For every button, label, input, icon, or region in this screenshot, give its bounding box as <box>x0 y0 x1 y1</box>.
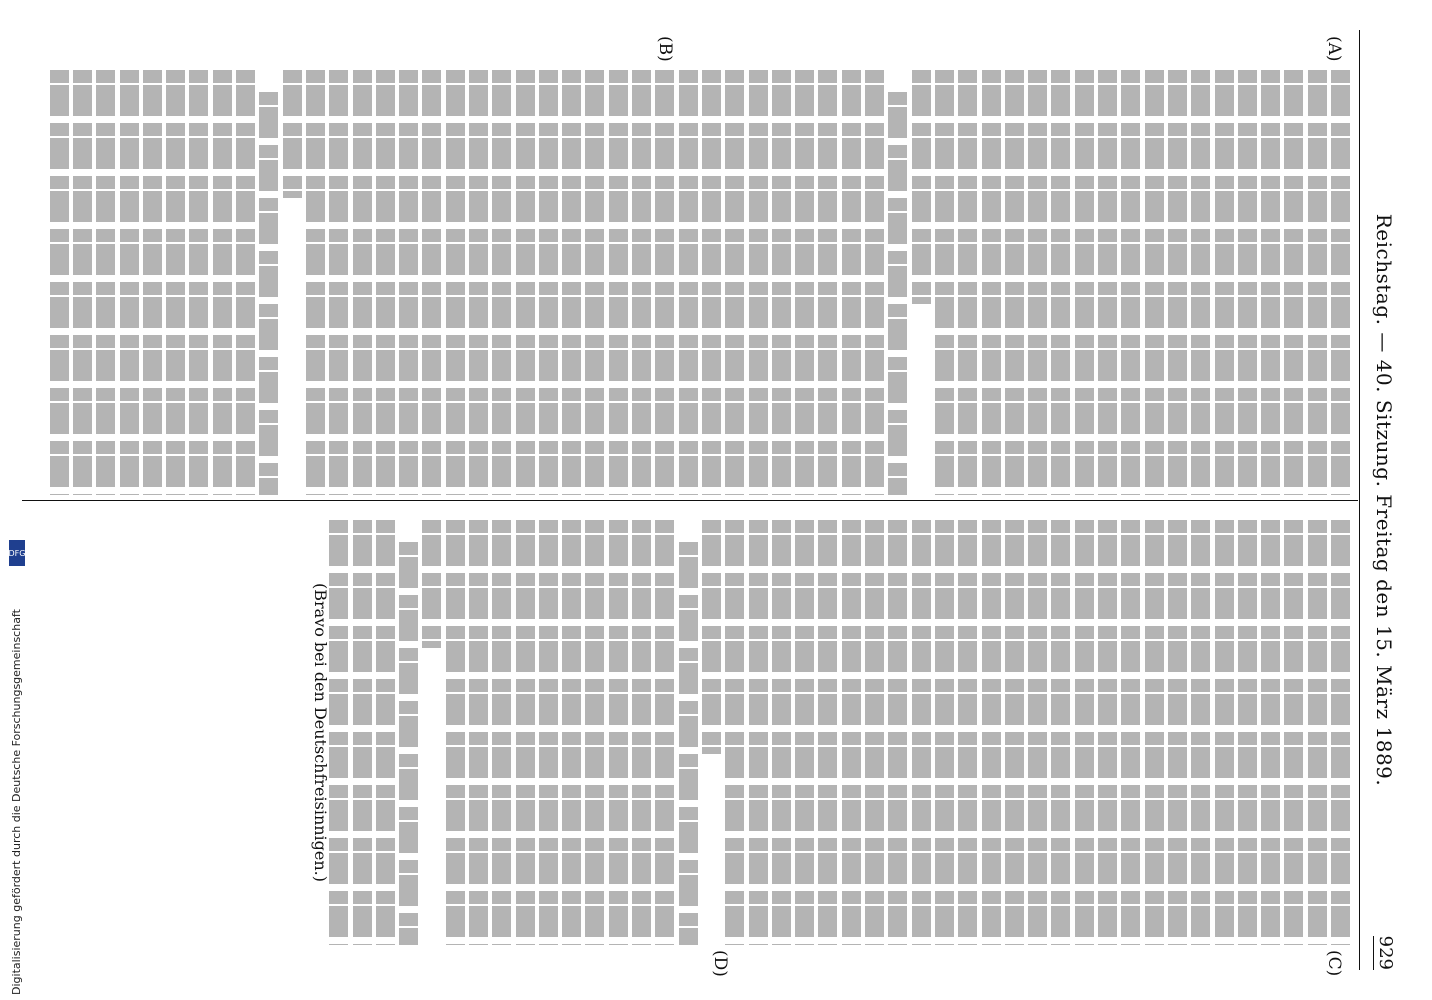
digitization-credit <box>6 540 28 995</box>
column-divider <box>22 500 1358 501</box>
margin-letter-c: (C) <box>1324 950 1344 977</box>
header-rule <box>1359 30 1360 970</box>
credit-text: Digitalisierung gefördert durch die Deutsche Forschungsgemeinschaft <box>10 609 23 995</box>
closing-note: (Bravo bei den Deutschfreisinnigen.) <box>311 582 330 883</box>
left-column-text <box>32 70 1350 495</box>
margin-letter-d: (D) <box>710 950 730 977</box>
page-header <box>1364 30 1400 970</box>
right-column-text <box>350 520 1350 945</box>
rotated-page-content <box>20 0 1420 1000</box>
dfg-logo: DFG <box>9 540 25 566</box>
margin-letter-b: (B) <box>655 36 675 62</box>
running-title: Reichstag. — 40. Sitzung. Freitag den 15. März 1889. <box>1372 213 1396 787</box>
margin-letter-a: (A) <box>1324 36 1344 62</box>
page-number: 929 <box>1375 935 1396 970</box>
